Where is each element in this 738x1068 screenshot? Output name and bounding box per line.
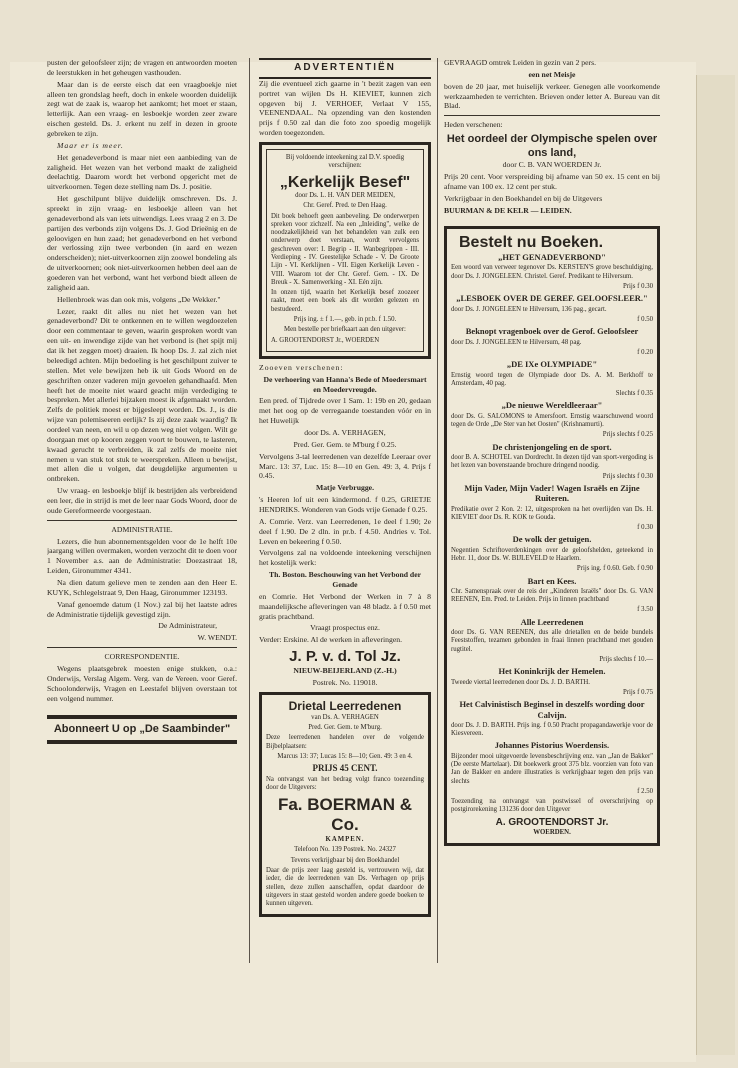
paragraph: Na dien datum gelieve men te zenden aan den Heer E. KUYK, Schlegelstraat 9, Den Haag, Gironummer 123193. xyxy=(47,577,237,597)
ad-text: Dit boek behoeft geen aanbeveling. De onderwerpen spreken voor zichzelf. Na een „Inleiding", welke de noodzakelijkheid van het behandelen van zulk een onderwerp doet verstaan, wordt vervolgens geschreven over: I. Begrip - II. Wanbegrippen - III. Verdieping - IV. Geestelijke Schade - V. De Groote Lijn - VI. Kerklijnen - VII. Eigen Kerkelijk Leven - VIII. Waarom tot der Chr. Geref. Gem. - IX. De Breuk - X. Samenwerking - XI. Eén zijn. xyxy=(271,212,419,286)
ad-publisher-account: Postrek. No. 119018. xyxy=(312,678,378,688)
ad-text: Deze leerredenen handelen over de volgende Bijbelplaatsen: xyxy=(266,734,424,750)
book-title: Bart en Kees. xyxy=(527,575,577,586)
ad-publisher-city: NIEUW-BEIJERLAND (Z.-H.) xyxy=(293,666,397,676)
section-heading: ADVERTENTIËN xyxy=(259,58,431,79)
ad-title: een net Meisje xyxy=(528,69,576,79)
ad-title: Th. Boston. Beschouwing van het Verbond der Genade xyxy=(268,570,422,589)
divider xyxy=(444,115,660,116)
column-divider xyxy=(249,58,250,963)
book-item xyxy=(451,534,653,573)
book-description: door Ds. G. VAN REENEN, dus alle drietallen en de beide bundels Feeststoffen, tezamen gebonden in fraai linnen prachtband met gouden rugtitel. xyxy=(451,629,653,653)
ad-publisher: A. GROOTENDORST Jr., WOERDEN xyxy=(271,336,380,344)
next-page-edge xyxy=(696,75,735,1055)
ad-intro: Bij voldoende inteekening zal D.V. spoedig verschijnen: xyxy=(285,153,405,170)
book-price: Prijs slechts f 10.— xyxy=(599,655,653,663)
ad-publisher: BUURMAN & DE KELR — LEIDEN. xyxy=(444,205,572,215)
ad-author-role: Chr. Geref. Pred. te Den Haag. xyxy=(303,202,387,210)
book-title: „De nieuwe Wereldleeraar" xyxy=(501,400,603,411)
book-title: „LESBOEK OVER DE GEREF. GELOOFSLEER." xyxy=(456,293,648,304)
book-price: f 2.50 xyxy=(637,787,653,795)
ad-author: van Ds. A. VERHAGEN xyxy=(311,713,379,721)
book-item xyxy=(451,666,653,697)
ad-publisher-city: KAMPEN. xyxy=(325,836,365,844)
book-title: Johannes Pistorius Woerdensis. xyxy=(494,740,610,751)
paragraph: Wegens plaatsgebrek moesten enige stukken, o.a.: Onderwijs, Verslag Algem. Verg. van de Vereen. voor Geref. Schoolonderwijs, Vragen en Leestafel blijven overstaan tot een volgend nummer. xyxy=(47,663,237,703)
ad-text: Toezending na ontvangst van postwissel of overschrijving op postgirorekening 131236 door den Uitgever xyxy=(451,798,653,814)
ad-heading: Zooeven verschenen: xyxy=(259,362,344,372)
book-price: Prijs f 0.75 xyxy=(622,688,653,696)
ad-text: Verkrijgbaar in den Boekhandel en bij de Uitgevers xyxy=(444,193,603,203)
signature-title: De Administrateur, xyxy=(158,621,217,631)
book-title: Het Koninkrijk der Hemelen. xyxy=(498,666,606,677)
book-item xyxy=(451,252,653,291)
book-item xyxy=(451,699,653,738)
ad-text: Verder: Erskine. Al de werken in afleveringen. xyxy=(259,635,403,645)
book-item xyxy=(451,400,653,439)
paragraph: Hellenbroek was dan ook mis, volgens „De Wekker." xyxy=(57,294,221,304)
book-title: „DE IXe OLYMPIADE" xyxy=(506,359,598,370)
ad-author-role: Pred. Ger. Gem. te M'burg. xyxy=(308,723,382,731)
column-ads-right xyxy=(444,58,660,850)
book-description: Negentien Schriftoverdenkingen over de geloofshelden, geteekend in Hebr. 11, door Ds. W. BIJLEVELD te Haarlem. xyxy=(451,546,653,562)
ad-publisher-city: WOERDEN. xyxy=(533,828,571,836)
ad-text: In onzen tijd, waarin het Kerkelijk besef zoozeer raakt, moet een boek als dit worden gelezen en bestudeerd. xyxy=(271,289,419,313)
book-title: Het Calvinistisch Beginsel in deszelfs wording door Calvijn. xyxy=(459,699,645,720)
book-description: door B. A. SCHOTEL van Dordrecht. In dezen tijd van sport-vergoding is het lezen van bovenstaande brochure dringend noodig. xyxy=(451,453,653,470)
paragraph: Uw vraag- en lesboekje blijf ik bestrijden als verbreidend een leer, die in strijd is met de leer naar Gods Woord, door de oude Gereformeerde voorgestaan. xyxy=(47,486,237,515)
ad-price: Pred. Ger. Gem. te M'burg f 0.25. xyxy=(293,439,397,449)
book-title: De wolk der getuigen. xyxy=(512,534,592,545)
book-title: De christenjongeling en de sport. xyxy=(492,441,612,452)
ad-price: PRIJS 45 CENT. xyxy=(312,763,378,774)
book-price: f 3.50 xyxy=(637,606,653,614)
ad-order: Men bestelle per briefkaart aan den uitgever: xyxy=(284,326,406,334)
book-item xyxy=(451,740,653,796)
book-description: Een woord van verweer tegenover Ds. KERSTEN'S grove beschuldiging, door Ds. J. JONGELEEN. Christel. Geref. Predikant te Hilversum. xyxy=(451,264,653,280)
paragraph: Vanaf genoemde datum (1 Nov.) zal bij het laatste adres de Administratie tijdelijk gevestigd zijn. xyxy=(47,599,237,619)
paragraph: Het geschilpunt blijve duidelijk omschreven. Ds. J. spreekt in zijn vraag- en lesboekje alleen van het genadeverbond als van iets uitwendigs. Lees vraag 2 en 3. De partijen des verbonds zijn volgens Ds. J. God Drieënig en de geloovigen en hun zaad; het genadeverbond en het verbond der verlossing zijn twee verbonden (in aard en wezen onderscheiden); niet-uitverkoornen zijn zoowel bondeling als de uitverkoornen; ook niet-uitverkoornen hebben deel aan de goederen van het verbond, want het verbond biedt alleen de zaligheid aan. xyxy=(47,194,237,292)
book-price: Prijs slechts f 0.25 xyxy=(602,431,653,439)
ad-text: Marcus 13: 37; Lucas 15: 8—10; Gen. 49: 3 en 4. xyxy=(277,752,413,760)
book-list xyxy=(451,252,653,796)
ad-price: Prijs ing. ± f 1.—, geb. in pr.b. f 1.50. xyxy=(293,315,397,323)
ad-publisher: Fa. BOERMAN & Co. xyxy=(277,794,413,835)
paragraph: Maar er is meer. xyxy=(57,140,124,150)
ad-text: Een pred. of Tijdrede over 1 Sam. 1: 19b en 20, gedaan met het oog op de verregaande toestanden vóór en in het Huwelijk xyxy=(259,396,431,426)
book-description: Bijzonder mooi uitgevoerde levensbeschrijving enz. van „Jan de Bakker" (De eerste Martelaar). Dit boekwerk groot 375 blz. voorzien van foto van Jan de Bakker en andere illustraties is verkrijgbaar tegen den prijs van slechts xyxy=(451,752,653,785)
book-price: f 0.30 xyxy=(637,524,653,532)
column-advertisements xyxy=(259,58,431,921)
ad-text: Telefoon No. 139 Postrek. No. 24327 xyxy=(294,846,396,854)
book-price: f 0.50 xyxy=(637,315,653,323)
book-item xyxy=(451,483,653,533)
book-description: door Ds. J. JONGELEEN te Hilversum, 48 pag. xyxy=(451,338,582,346)
divider xyxy=(47,520,237,521)
ad-text: 's Heeren lof uit een kindermond. f 0.25, GRIETJE HENDRIKS. Wonderen van Gods vrije Genade f 0.25. xyxy=(259,495,431,514)
ad-text: Vervolgens 3-tal leerredenen van dezelfde Leeraar over Marc. 13: 37, Luc. 15: 8—10 en Gen. 49: 3, 4. Prijs f 0.45. xyxy=(259,451,431,481)
section-heading: ADMINISTRATIE. xyxy=(111,524,173,534)
book-description: door Ds. J. JONGELEEN te Hilversum, 136 pag., gecart. xyxy=(451,305,607,313)
ad-title: Matje Verbrugge. xyxy=(315,483,375,493)
ad-text: Vervolgens zal na voldoende inteekening verschijnen het kostelijk werk: xyxy=(259,548,431,568)
ad-text: en Comrie. Het Verbond der Werken in 7 à 8 maandelijksche afleveringen van 48 bladz. à f 0.50 met gratis prachtband. xyxy=(259,591,431,621)
divider xyxy=(47,647,237,648)
ad-text: GEVRAAGD omtrek Leiden in gezin van 2 pers. xyxy=(444,58,597,67)
ad-title: „Kerkelijk Besef" xyxy=(279,173,411,191)
book-price: Prijs slechts f 0.30 xyxy=(602,472,653,480)
book-item xyxy=(451,442,653,481)
subscribe-banner: Abonneert U op „De Saambinder" xyxy=(47,715,237,743)
book-price: Prijs f 0.30 xyxy=(622,283,653,291)
section-heading: CORRESPONDENTIE. xyxy=(104,652,180,662)
book-description: Predikatie over 2 Kon. 2: 12, uitgesproken na het overlijden van Ds. H. KIEVIET door Ds. R. KOK te Gouda. xyxy=(451,505,653,521)
ad-title: De verhoering van Hanna's Bede of Moedersmart en Moedervreugde. xyxy=(263,374,427,394)
book-price: f 0.20 xyxy=(637,348,653,356)
ad-kerkelijk-besef xyxy=(259,142,431,359)
column-divider xyxy=(437,58,438,963)
book-description: Chr. Samenspraak over de reis der „Kinderen Israëls" door Ds. G. VAN REENEN, Em. Pred. te Leiden. Prijs in linnen prachtband xyxy=(451,587,653,604)
ad-title: Het oordeel der Olympische spelen over ons land, xyxy=(446,133,658,160)
signature-name: W. WENDT. xyxy=(197,633,237,643)
book-title: Mijn Vader, Mijn Vader! Wagen Israëls en Zijne Ruiteren. xyxy=(464,482,640,504)
ad-author: door Ds. A. VERHAGEN, xyxy=(304,427,386,437)
ad-publisher: A. GROOTENDORST Jr. xyxy=(495,816,609,828)
ad-title: Drietal Leerredenen xyxy=(288,699,402,714)
ad-publisher: J. P. v. d. Tol Jz. xyxy=(289,648,401,666)
book-description: door Ds. G. SALOMONS te Amersfoort. Ernstig waarschuwend woord tegen de Orde „De Ster van het Oosten" (Krishnamurti). xyxy=(451,412,653,429)
paragraph: pusten der geloofsleer zijn; de vragen en antwoorden moeten de leerstukken in het geheugen vasthouden. xyxy=(47,58,237,77)
book-item xyxy=(451,617,653,664)
book-item xyxy=(451,359,653,398)
paragraph: Lezer, raakt dit alles nu niet het wezen van het genadeverbond? Dit te ontkennen en te willen wegdoezelen door een commentaar te geven, waarin gesproken wordt van een uit- en inwendige zijde van het verbond is (het spijt mij dat ik het zeggen moet) draaien. Ik hoop Ds. J. zal zich niet beleedigd achten. Mijn bedoeling is het geschilpunt zuiver te stellen. Met vele bewijzen heb ik uit Gods Woord en de geschriften onzer vaderen mijn gevoelen gehandhaafd. Men heeft het de moeite niet waard geacht mijn verdediging te bespreken. Met allerlei bijzaken moest ik afgemaakt worden. Zelfs de politiek moest er bijgesleept worden. Ds. J., is die wijze van polemiseeren eerlijk? Is zij deze zaak waardig? Ik oordeel van neen, en wil u op dezen weg niet volgen. Wilt ge doorgaan met op kooren zeggen voort te bouwen, te lasteren, kwaad gerucht te verbreiden, ik zal zelfs de moeite niet nemen u van stuk tot stuk te weerspreken. Alleen u bewijst, met allen die u volgen, dat deugdelijke argumenten u ontbreken. xyxy=(47,306,237,484)
book-price: Prijs ing. f 0.60. Geb. f 0.90 xyxy=(576,565,653,573)
paragraph: Lezers, die hun abonnementsgelden voor de 1e helft 10e jaargang willen overmaken, worden verzocht dit te doen voor 1 November a.s. aan de Administratie: Doezastraat 18, Leiden, Gironummer 4341. xyxy=(47,536,237,576)
ad-text: boven de 20 jaar, met huiselijk verkeer. Genegen alle voorkomende werkzaamheden te verrichten. Brieven onder letter A. Bureau van dit Blad. xyxy=(444,81,660,111)
ad-heading: Heden verschenen: xyxy=(444,120,503,130)
ad-author: door Ds. L. H. VAN DER MEIDEN, xyxy=(295,192,395,200)
ad-drietal-leerredenen xyxy=(259,692,431,917)
ad-text: Daar de prijs zeer laag gesteld is, vertrouwen wij, dat ieder, die de leerredenen van Ds. Verhagen op prijs stellen, deze zullen aanschaffen, opdat daardoor de uitgevers in staat gesteld worden andere goede boeken te kunnen uitgeven. xyxy=(266,866,424,908)
book-item xyxy=(451,293,653,324)
ad-title: Bestelt nu Boeken. xyxy=(459,233,604,251)
book-description: Tweede viertal leerredenen door Ds. J. D. BARTH. xyxy=(451,678,590,686)
ad-text: Prijs 20 cent. Voor verspreiding bij afname van 50 ex. 15 cent en bij afname van 100 ex. 12 cent per stuk. xyxy=(444,172,660,192)
book-item xyxy=(451,576,653,615)
book-title: Beknopt vragenboek over de Gerof. Geloofsleer xyxy=(465,326,639,337)
ad-text: Na ontvangst van het bedrag volgt franco toezending door de Uitgevers: xyxy=(266,776,424,792)
ad-text: A. Comrie. Verz. van Leerredenen, 1e deel f 1.90; 2e deel f 1.90. De 2 dln. in pr.b. f 4.50. Andries v. Tol. Leven en bekeering f 0.50. xyxy=(259,516,431,546)
paragraph: Het genadeverbond is maar niet een aanbieding van de zaligheid. Het wezen van het verbond maakt de zaligheid deelachtig. Daarom wordt het verbond opgericht met de uitverkoornen. Tegen deze stelling nam Ds. J. positie. xyxy=(47,152,237,192)
ad-text: Tevens verkrijgbaar bij den Boekhandel xyxy=(290,856,400,864)
paragraph: Maar dan is de eerste eisch dat een vraagboekje niet alleen ten grondslag heeft, doch in enkele woorden duidelijk zegt wat de zaak is, waarop het aankomt; het moet er staan, letterlijk. Aan een vraag- en lesboekje worden zeer zware eischen gesteld. Ds. J. erkent nu zelf in dezen in groote gebreken te zijn. xyxy=(47,79,237,139)
ad-bestelt-nu-boeken xyxy=(444,226,660,847)
book-description: Ernstig woord tegen de Olympiade door Ds. A. M. Berkhoff te Amsterdam, 40 pag. xyxy=(451,371,653,387)
ad-text: Vraagt prospectus enz. xyxy=(310,623,380,633)
book-item xyxy=(451,326,653,357)
book-price: Slechts f 0.35 xyxy=(615,390,653,398)
ad-author: door C. B. VAN WOERDEN Jr. xyxy=(502,160,602,170)
book-title: Alle Leerredenen xyxy=(520,616,584,627)
book-description: door Ds. J. D. BARTH. Prijs ing. f 0.50 Pracht propagandawerkje voor de Kiesvereen. xyxy=(451,721,653,738)
book-title: „HET GENADEVERBOND" xyxy=(498,252,606,263)
paragraph: Zij die eventueel zich gaarne in 't bezit zagen van een portret van wijlen Ds H. KIEVIET, kunnen zich opgeven bij J. VERHOEF, Verlaat V 155, VEENENDAAL. Na opzending van den kostenden prijs f 0.50 zal dan die foto zoo spoedig mogelijk worden toegezonden. xyxy=(259,78,431,138)
column-article xyxy=(47,58,237,744)
